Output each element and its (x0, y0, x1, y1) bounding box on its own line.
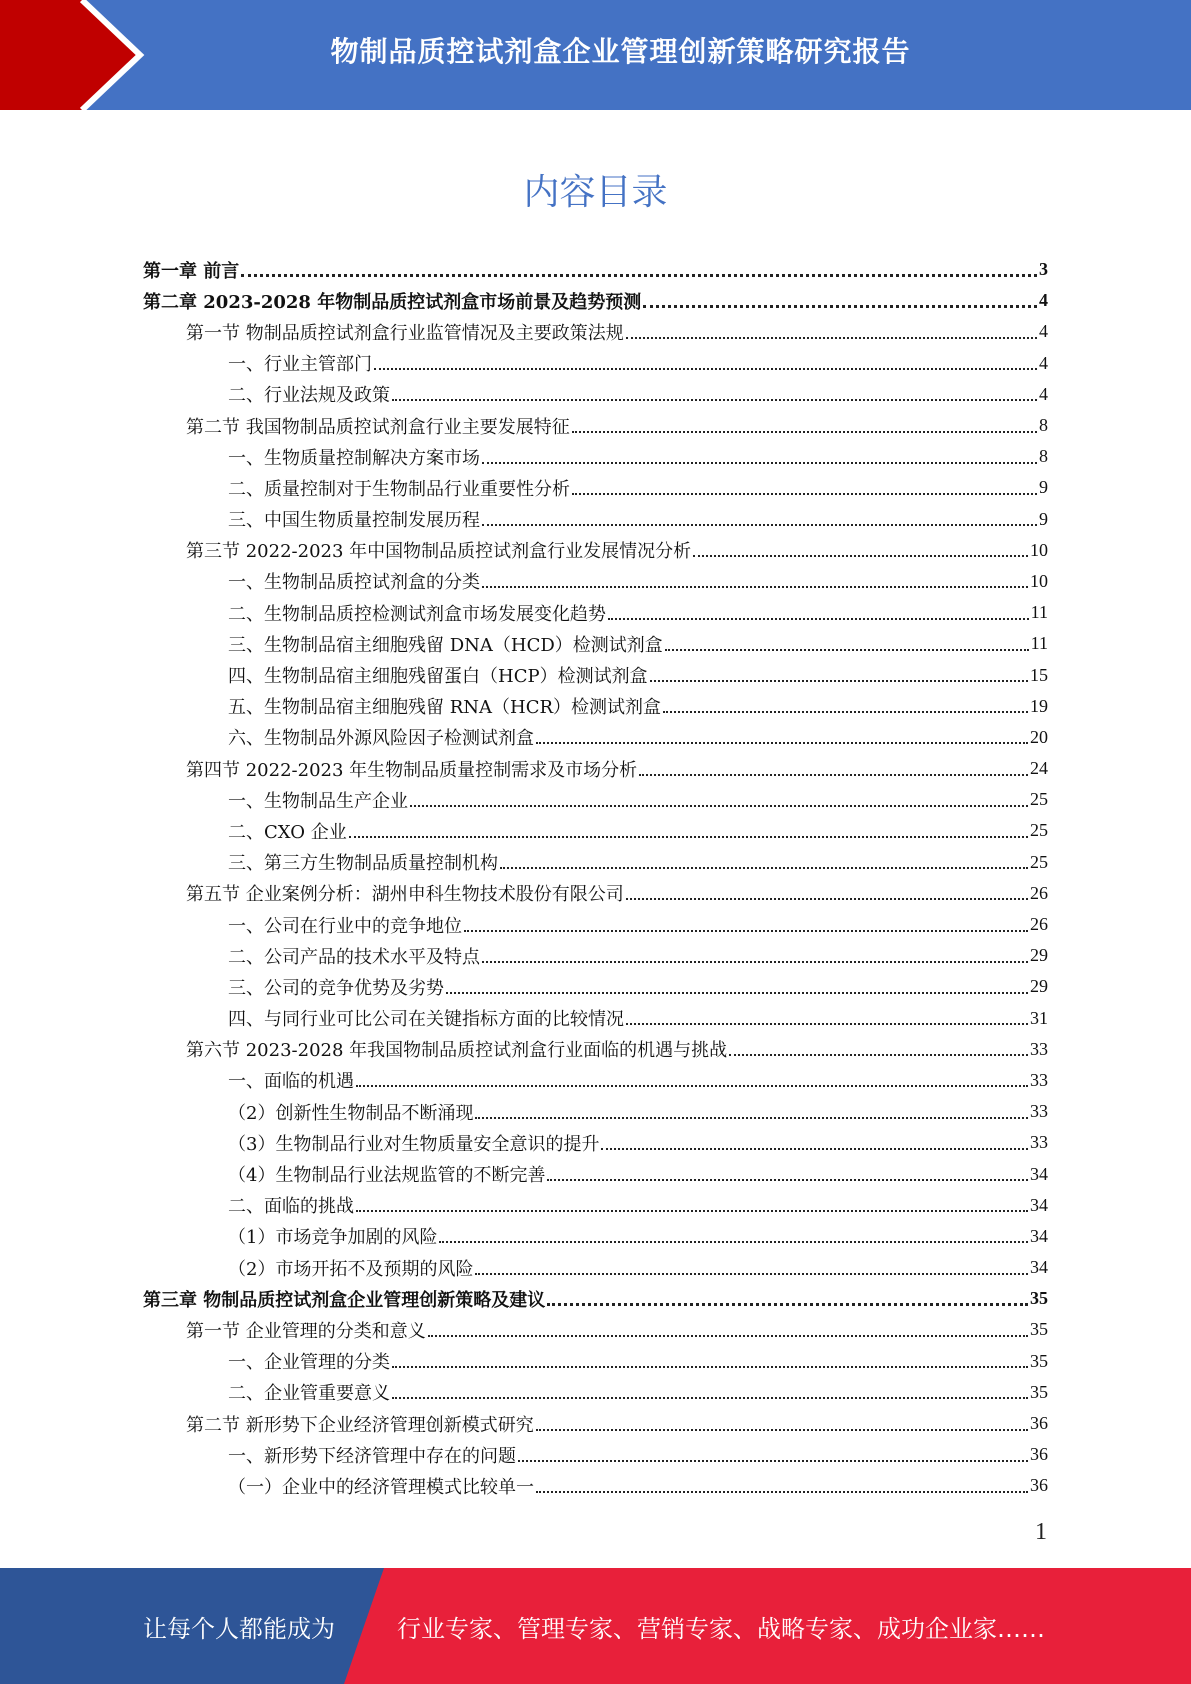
toc-subsection-link[interactable] (143, 722, 1048, 753)
toc-dot-leader (356, 1085, 1028, 1087)
toc-section-link[interactable] (143, 1314, 1048, 1345)
toc-subsection-link[interactable] (143, 659, 1048, 690)
toc-entry-page: 33 (1030, 1101, 1048, 1122)
toc-dot-leader (241, 274, 1037, 277)
toc-entry-page: 29 (1030, 945, 1048, 966)
toc-entry-page: 36 (1030, 1444, 1048, 1465)
toc-section-link[interactable] (143, 410, 1048, 441)
toc-dot-leader (601, 1148, 1028, 1150)
toc-subsection-link[interactable] (143, 1127, 1048, 1158)
toc-dot-leader (626, 898, 1028, 900)
toc-entry-title: （4）生物制品行业法规监管的不断完善 (228, 1165, 546, 1187)
toc-dot-leader (693, 555, 1028, 557)
toc-dot-leader (572, 493, 1037, 495)
toc-dot-leader (392, 1366, 1028, 1368)
toc-subsection-link[interactable] (143, 1190, 1048, 1221)
toc-subsection-link[interactable] (143, 784, 1048, 815)
toc-chapter-link[interactable] (143, 254, 1048, 285)
toc-dot-leader (665, 649, 1029, 651)
toc-dot-leader (482, 961, 1028, 963)
toc-section-link[interactable] (143, 316, 1048, 347)
toc-dot-leader (439, 1241, 1028, 1243)
toc-dot-leader (500, 867, 1028, 869)
toc-entry-title: 第二节 新形势下企业经济管理创新模式研究 (186, 1414, 534, 1436)
toc-dot-leader (446, 992, 1028, 994)
toc-dot-leader (547, 1179, 1028, 1181)
toc-dot-leader (464, 930, 1028, 932)
toc-entry-page: 24 (1030, 758, 1048, 779)
toc-chapter-link[interactable] (143, 1283, 1048, 1314)
toc-entry-page: 25 (1030, 851, 1048, 872)
toc-dot-leader (475, 1117, 1028, 1119)
toc-entry-title: 四、与同行业可比公司在关键指标方面的比较情况 (228, 1009, 624, 1031)
toc-subsection-link[interactable] (143, 566, 1048, 597)
toc-entry-title: 第二章 2023-2028 年物制品质控试剂盒市场前景及趋势预测 (143, 291, 642, 313)
toc-entry-title: 五、生物制品宿主细胞残留 RNA（HCR）检测试剂盒 (228, 697, 662, 719)
toc-entry-page: 4 (1039, 383, 1048, 404)
toc-entry-page: 35 (1030, 1350, 1048, 1371)
toc-entry-title: 一、行业主管部门 (228, 354, 372, 376)
toc-heading: 内容目录 (523, 172, 668, 213)
toc-entry-page: 9 (1039, 477, 1048, 498)
toc-entry-title: 二、面临的挑战 (228, 1196, 354, 1218)
toc-entry-page: 34 (1030, 1194, 1048, 1215)
toc-entry-page: 36 (1030, 1475, 1048, 1496)
toc-entry-page: 35 (1030, 1319, 1048, 1340)
toc-dot-leader (536, 742, 1028, 744)
toc-entry-page: 25 (1030, 789, 1048, 810)
toc-dot-leader (547, 1303, 1028, 1306)
toc-entry-title: 三、第三方生物制品质量控制机构 (228, 853, 498, 875)
toc-section-link[interactable] (143, 753, 1048, 784)
toc-entry-title: （2）创新性生物制品不断涌现 (228, 1102, 474, 1124)
toc-entry-title: 第二节 我国物制品质控试剂盒行业主要发展特征 (186, 416, 570, 438)
toc-entry-page: 31 (1030, 1007, 1048, 1028)
toc-entry-page: 11 (1030, 633, 1048, 654)
toc-subsection-link[interactable] (143, 909, 1048, 940)
toc-subsection-link[interactable] (143, 1439, 1048, 1470)
toc-dot-leader (518, 1460, 1028, 1462)
footer-banner (0, 1568, 1191, 1684)
toc-entry-title: 一、生物制品生产企业 (228, 790, 408, 812)
toc-entry-page: 26 (1030, 882, 1048, 903)
toc-entry-page: 35 (1030, 1288, 1048, 1309)
toc-subsection-link[interactable] (143, 1158, 1048, 1189)
toc-entry-title: （2）市场开拓不及预期的风险 (228, 1258, 474, 1280)
toc-subsection-link[interactable] (143, 348, 1048, 379)
toc-dot-leader (356, 1210, 1028, 1212)
toc-entry-page: 33 (1030, 1069, 1048, 1090)
toc-dot-leader (482, 524, 1037, 526)
toc-dot-leader (374, 368, 1037, 370)
toc-dot-leader (536, 1429, 1028, 1431)
toc-entry-title: 一、面临的机遇 (228, 1071, 354, 1093)
toc-entry-page: 34 (1030, 1225, 1048, 1246)
toc-entry-title: 二、CXO 企业 (228, 821, 347, 843)
toc-dot-leader (349, 836, 1028, 838)
toc-subsection-link[interactable] (143, 379, 1048, 410)
toc-dot-leader (650, 680, 1028, 682)
toc-entry-page: 34 (1030, 1163, 1048, 1184)
toc-entry-page: 8 (1039, 446, 1048, 467)
toc-chapter-link[interactable] (143, 285, 1048, 316)
toc-entry-page: 10 (1030, 570, 1048, 591)
toc-entry-page: 8 (1039, 415, 1048, 436)
toc-dot-leader (572, 431, 1037, 433)
toc-dot-leader (639, 774, 1028, 776)
toc-entry-title: （一）企业中的经济管理模式比较单一 (228, 1476, 534, 1498)
toc-section-link[interactable] (143, 878, 1048, 909)
toc-entry-page: 15 (1030, 664, 1048, 685)
toc-subsection-link[interactable] (143, 504, 1048, 535)
toc-entry-title: 二、质量控制对于生物制品行业重要性分析 (228, 478, 570, 500)
toc-subsection-link[interactable] (143, 1065, 1048, 1096)
table-of-contents (143, 254, 1048, 1502)
toc-subsection-link[interactable] (143, 1096, 1048, 1127)
toc-dot-leader (392, 1397, 1028, 1399)
toc-entry-title: 一、生物制品质控试剂盒的分类 (228, 572, 480, 594)
toc-entry-page: 20 (1030, 726, 1048, 747)
toc-entry-page: 29 (1030, 976, 1048, 997)
toc-subsection-link[interactable] (143, 1470, 1048, 1501)
toc-entry-title: 第五节 企业案例分析：湖州申科生物技术股份有限公司 (186, 884, 624, 906)
footer-slogan-left: 让每个人都能成为 (143, 1614, 335, 1643)
toc-subsection-link[interactable] (143, 597, 1048, 628)
toc-dot-leader (536, 1491, 1028, 1493)
toc-subsection-link[interactable] (143, 971, 1048, 1002)
toc-entry-title: 第一节 物制品质控试剂盒行业监管情况及主要政策法规 (186, 322, 624, 344)
toc-entry-page: 19 (1030, 695, 1048, 716)
toc-dot-leader (475, 1273, 1028, 1275)
toc-dot-leader (626, 337, 1037, 339)
toc-entry-title: 二、公司产品的技术水平及特点 (228, 946, 480, 968)
toc-entry-page: 4 (1039, 352, 1048, 373)
toc-entry-page: 3 (1039, 259, 1048, 280)
report-title: 物制品质控试剂盒企业管理创新策略研究报告 (330, 35, 911, 68)
toc-entry-page: 26 (1030, 914, 1048, 935)
toc-entry-page: 4 (1039, 321, 1048, 342)
toc-dot-leader (482, 462, 1037, 464)
toc-entry-page: 35 (1030, 1381, 1048, 1402)
toc-dot-leader (482, 586, 1028, 588)
toc-entry-title: 第三节 2022-2023 年中国物制品质控试剂盒行业发展情况分析 (186, 541, 692, 563)
toc-entry-title: （3）生物制品行业对生物质量安全意识的提升 (228, 1133, 600, 1155)
toc-entry-title: 二、行业法规及政策 (228, 385, 390, 407)
toc-entry-page: 11 (1030, 602, 1048, 623)
toc-entry-title: 四、生物制品宿主细胞残留蛋白（HCP）检测试剂盒 (228, 666, 648, 688)
toc-entry-page: 25 (1030, 820, 1048, 841)
toc-entry-title: 一、新形势下经济管理中存在的问题 (228, 1445, 516, 1467)
toc-dot-leader (663, 711, 1028, 713)
toc-entry-title: 第一章 前言 (143, 260, 240, 282)
toc-subsection-link[interactable] (143, 940, 1048, 971)
toc-section-link[interactable] (143, 1034, 1048, 1065)
toc-subsection-link[interactable] (143, 847, 1048, 878)
toc-entry-page: 34 (1030, 1257, 1048, 1278)
toc-entry-title: 第三章 物制品质控试剂盒企业管理创新策略及建议 (143, 1289, 546, 1311)
toc-dot-leader (643, 305, 1037, 308)
toc-dot-leader (410, 805, 1028, 807)
header-banner (0, 0, 1191, 110)
toc-entry-title: 第四节 2022-2023 年生物制品质量控制需求及市场分析 (186, 759, 638, 781)
toc-subsection-link[interactable] (143, 815, 1048, 846)
toc-entry-page: 9 (1039, 508, 1048, 529)
toc-subsection-link[interactable] (143, 1377, 1048, 1408)
toc-entry-title: 三、生物制品宿主细胞残留 DNA（HCD）检测试剂盒 (228, 634, 663, 656)
toc-entry-page: 36 (1030, 1413, 1048, 1434)
toc-subsection-link[interactable] (143, 628, 1048, 659)
toc-dot-leader (608, 618, 1029, 620)
toc-subsection-link[interactable] (143, 1346, 1048, 1377)
toc-dot-leader (729, 1054, 1028, 1056)
toc-dot-leader (428, 1335, 1028, 1337)
footer-slogan-right: 行业专家、管理专家、营销专家、战略专家、成功企业家…… (397, 1614, 1045, 1643)
toc-entry-page: 10 (1030, 539, 1048, 560)
toc-entry-title: （1）市场竞争加剧的风险 (228, 1227, 438, 1249)
toc-subsection-link[interactable] (143, 1003, 1048, 1034)
toc-dot-leader (392, 399, 1037, 401)
toc-entry-page: 4 (1039, 290, 1048, 311)
toc-entry-title: 三、中国生物质量控制发展历程 (228, 510, 480, 532)
toc-entry-title: 二、生物制品质控检测试剂盒市场发展变化趋势 (228, 603, 606, 625)
toc-dot-leader (626, 1023, 1028, 1025)
toc-entry-title: 二、企业管重要意义 (228, 1383, 390, 1405)
toc-entry-page: 33 (1030, 1038, 1048, 1059)
toc-entry-title: 一、公司在行业中的竞争地位 (228, 915, 462, 937)
page-number: 1 (1035, 1519, 1047, 1545)
toc-entry-page: 33 (1030, 1132, 1048, 1153)
toc-subsection-link[interactable] (143, 691, 1048, 722)
toc-subsection-link[interactable] (143, 1252, 1048, 1283)
toc-subsection-link[interactable] (143, 441, 1048, 472)
toc-section-link[interactable] (143, 535, 1048, 566)
toc-entry-title: 第一节 企业管理的分类和意义 (186, 1320, 426, 1342)
toc-entry-title: 三、公司的竞争优势及劣势 (228, 977, 444, 999)
toc-entry-title: 一、企业管理的分类 (228, 1352, 390, 1374)
toc-section-link[interactable] (143, 1408, 1048, 1439)
toc-subsection-link[interactable] (143, 1221, 1048, 1252)
toc-subsection-link[interactable] (143, 472, 1048, 503)
toc-entry-title: 六、生物制品外源风险因子检测试剂盒 (228, 728, 534, 750)
toc-entry-title: 第六节 2023-2028 年我国物制品质控试剂盒行业面临的机遇与挑战 (186, 1040, 728, 1062)
toc-entry-title: 一、生物质量控制解决方案市场 (228, 447, 480, 469)
